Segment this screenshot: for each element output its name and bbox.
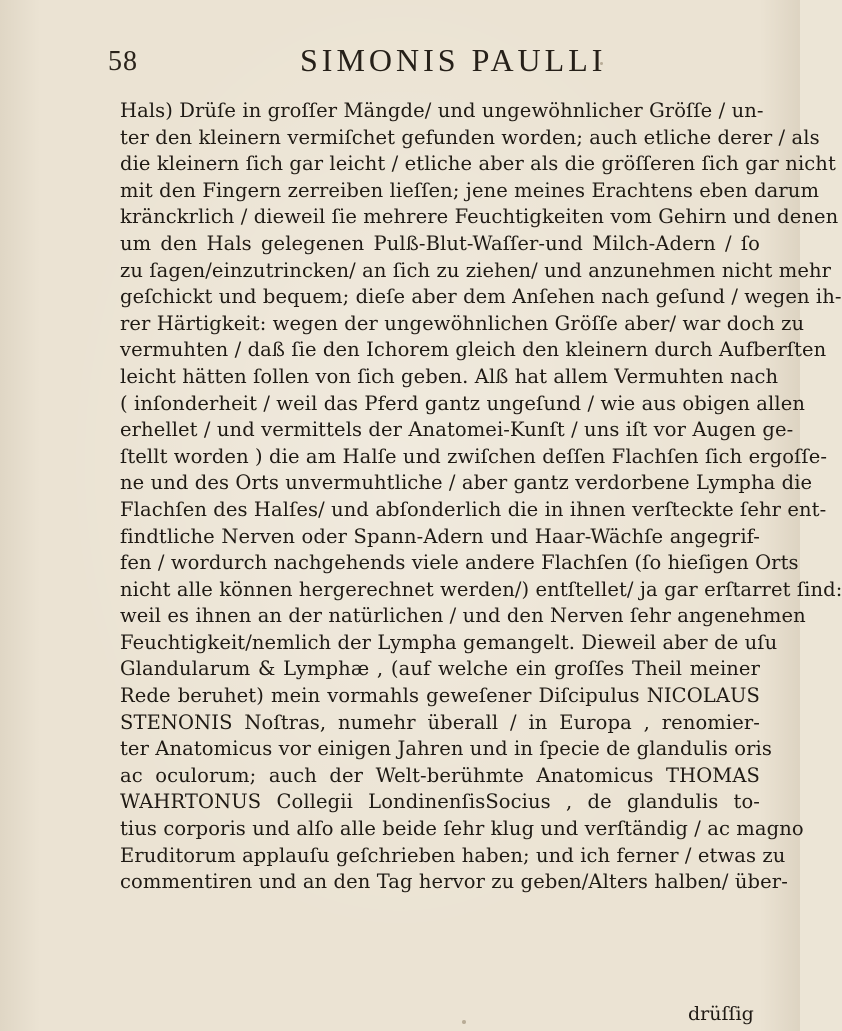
text-line: tius corporis und alſo alle beide ſehr klug und verſtändig / ac magno <box>120 817 804 841</box>
text-line: WAHRTONUS Collegii LondinenſisSocius , de glandulis to- <box>120 790 760 814</box>
text-line: STENONIS Noſtras, numehr überall / in Europa , renomier- <box>120 710 760 734</box>
text-line: Hals) Drüſe in groſſer Mängde/ und ungewöhnlicher Gröſſe / un- <box>120 99 764 122</box>
text-line: Rede beruhet) mein vormahls geweſener Diſcipulus NICOLAUS <box>120 684 760 708</box>
text-line: geſchickt und bequem; dieſe aber dem Anſehen nach geſund / wegen ih- <box>120 285 842 309</box>
text-line: ter den kleinern vermiſchet gefunden worden; auch etliche derer / als <box>120 125 820 149</box>
text-line: commentiren und an den Tag hervor zu geben/Alters halben/ über- <box>120 870 788 894</box>
text-line: fen / wordurch nachgehends viele andere Flachſen (ſo hieſigen Orts <box>120 551 799 575</box>
text-line: vermuhten / daß ſie den Ichorem gleich den kleinern durch Aufberſten <box>120 338 827 362</box>
text-line: weil es ihnen an der natürlichen / und den Nerven ſehr angenehmen <box>120 604 806 628</box>
body-text <box>120 98 842 896</box>
text-line: ſtellt worden ) die am Halſe und zwiſchen deſſen Flachſen ſich ergoſſe- <box>120 444 828 468</box>
text-line: die kleinern ſich gar leicht / etliche aber als die gröſſeren ſich gar nicht <box>120 152 836 176</box>
text-line: erhellet / und vermittels der Anatomei-Kunſt / uns iſt vor Augen ge- <box>120 418 794 442</box>
ink-spot <box>462 1020 466 1024</box>
text-line: Eruditorum applauſu geſchrieben haben; und ich ferner / etwas zu <box>120 843 786 867</box>
text-line: nicht alle können hergerechnet werden/) entſtellet/ ja gar erſtarret ſind: <box>120 577 842 601</box>
text-line: Glandularum & Lymphæ , (auf welche ein groſſes Theil meiner <box>120 657 760 681</box>
page-header <box>108 40 730 88</box>
text-line: leicht hätten ſollen von ſich geben. Alß hat allem Vermuhten nach <box>120 364 779 388</box>
text-line: ter Anatomicus vor einigen Jahren und in ſpecie de glandulis oris <box>120 737 772 761</box>
text-line: ( inſonderheit / weil das Pferd gantz ungeſund / wie aus obigen allen <box>120 391 805 415</box>
running-head: SIMONIS PAULLI <box>300 42 607 78</box>
text-line: kränckrlich / dieweil ſie mehrere Feuchtigkeiten vom Gehirn und denen <box>120 205 839 229</box>
ink-spot <box>600 62 603 65</box>
text-line: ne und des Orts unvermuhtliche / aber gantz verdorbene Lympha die <box>120 471 813 495</box>
catchword: drüſſig <box>688 1003 754 1025</box>
text-line: mit den Fingern zerreiben lieſſen; jene meines Erachtens eben darum <box>120 178 820 202</box>
text-line: zu ſagen/einzutrincken/ an ſich zu ziehen/ und anzunehmen nicht mehr <box>120 258 832 282</box>
text-line: findtliche Nerven oder Spann-Adern und Haar-Wächſe angegrif- <box>120 524 760 548</box>
page-number: 58 <box>108 46 138 77</box>
text-line: Flachſen des Halſes/ und abſonderlich die in ihnen verſteckte ſehr ent- <box>120 497 827 521</box>
text-line: ac oculorum; auch der Welt-berühmte Anatomicus THOMAS <box>120 763 760 787</box>
text-line: um den Hals gelegenen Pulß-Blut-Waſſer-und Milch-Adern / ſo <box>120 231 760 255</box>
text-line: rer Härtigkeit: wegen der ungewöhnlichen Gröſſe aber/ war doch zu <box>120 311 805 335</box>
text-line: Feuchtigkeit/nemlich der Lympha gemangelt. Dieweil aber de uſu <box>120 630 778 654</box>
